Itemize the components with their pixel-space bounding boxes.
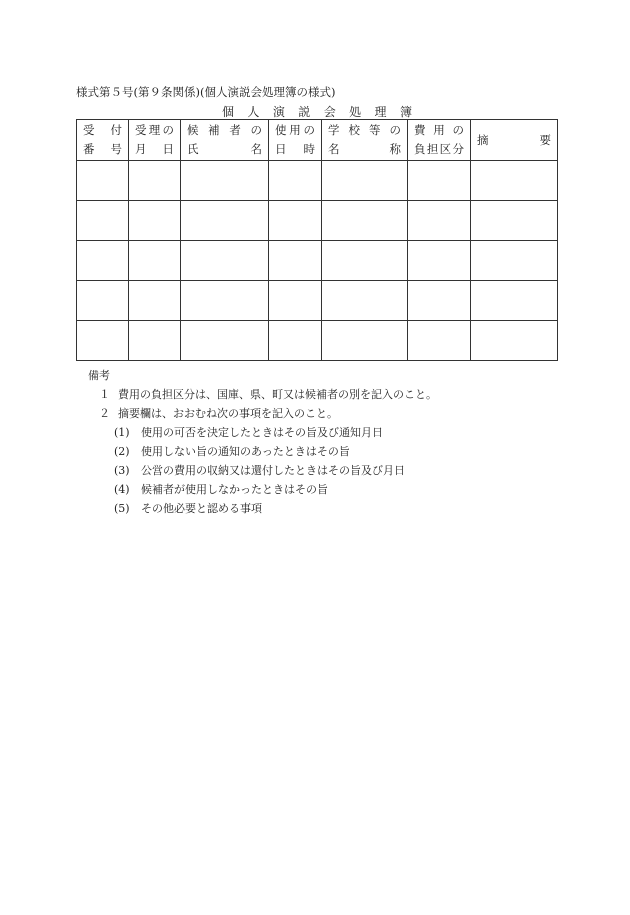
table-cell[interactable] — [471, 201, 558, 241]
sub-item-number: (2) — [114, 445, 130, 458]
table-cell[interactable] — [77, 321, 129, 361]
table-cell[interactable] — [322, 241, 408, 281]
note-item — [88, 404, 338, 423]
notes-section — [88, 366, 437, 518]
table-cell[interactable] — [181, 161, 269, 201]
sub-item-number: (3) — [114, 464, 130, 477]
header-line: 費用の — [414, 123, 464, 137]
table-cell[interactable] — [129, 201, 181, 241]
note-text: 摘要欄は、おおむね次の事項を記入のこと。 — [118, 407, 338, 420]
header-line: 氏名 — [187, 142, 262, 156]
sub-item-text: 使用しない旨の通知のあったときはその旨 — [141, 445, 350, 458]
header-line: 番号 — [83, 142, 122, 156]
header-acceptance-date — [129, 120, 181, 161]
header-usage-datetime — [269, 120, 322, 161]
header-line: 負担区分 — [414, 142, 464, 156]
table-cell[interactable] — [77, 161, 129, 201]
note-number: ２ — [99, 407, 110, 420]
header-cost-burden — [408, 120, 471, 161]
table-body — [77, 161, 558, 361]
table-cell[interactable] — [408, 161, 471, 201]
header-reception-number — [77, 120, 129, 161]
table-cell[interactable] — [408, 241, 471, 281]
notes-heading: 備考 — [88, 369, 110, 382]
header-line: 受付 — [83, 123, 122, 137]
header-school-name — [322, 120, 408, 161]
table-cell[interactable] — [269, 201, 322, 241]
header-line: 名称 — [328, 142, 401, 156]
table-cell[interactable] — [77, 201, 129, 241]
table-cell[interactable] — [181, 201, 269, 241]
note-item — [88, 385, 437, 404]
register-table — [76, 119, 558, 361]
table-cell[interactable] — [269, 241, 322, 281]
sub-item-number: (1) — [114, 426, 130, 439]
sub-item-number: (5) — [114, 502, 130, 515]
note-sub-item — [88, 461, 405, 480]
sub-item-text: その他必要と認める事項 — [141, 502, 262, 515]
header-line: 月日 — [135, 142, 174, 156]
table-cell[interactable] — [181, 321, 269, 361]
table-cell[interactable] — [471, 321, 558, 361]
header-candidate-name — [181, 120, 269, 161]
table-cell[interactable] — [322, 321, 408, 361]
table-cell[interactable] — [269, 321, 322, 361]
table-cell[interactable] — [322, 161, 408, 201]
table-cell[interactable] — [408, 321, 471, 361]
table-cell[interactable] — [269, 161, 322, 201]
table-row — [77, 241, 558, 281]
table-cell[interactable] — [471, 241, 558, 281]
note-number: １ — [99, 388, 110, 401]
document-title: 個人演説会処理簿 — [222, 105, 412, 119]
table-cell[interactable] — [181, 241, 269, 281]
table-cell[interactable] — [408, 281, 471, 321]
table-row — [77, 161, 558, 201]
table-cell[interactable] — [471, 161, 558, 201]
sub-item-number: (4) — [114, 483, 130, 496]
note-sub-item — [88, 423, 383, 442]
sub-item-text: 公営の費用の収納又は還付したときはその旨及び月日 — [141, 464, 405, 477]
table-row — [77, 321, 558, 361]
header-line: 受理の — [135, 123, 174, 137]
table-cell[interactable] — [471, 281, 558, 321]
table-row — [77, 201, 558, 241]
sub-item-text: 候補者が使用しなかったときはその旨 — [141, 483, 328, 496]
table-row — [77, 281, 558, 321]
header-line: 摘要 — [477, 132, 551, 147]
table-cell[interactable] — [129, 161, 181, 201]
table-cell[interactable] — [322, 201, 408, 241]
header-line: 学校等の — [328, 123, 401, 137]
table-cell[interactable] — [408, 201, 471, 241]
table-header-row — [77, 120, 558, 161]
table-cell[interactable] — [129, 321, 181, 361]
sub-item-text: 使用の可否を決定したときはその旨及び通知月日 — [141, 426, 383, 439]
note-sub-item — [88, 442, 350, 461]
note-sub-item — [88, 480, 328, 499]
note-text: 費用の負担区分は、国庫、県、町又は候補者の別を記入のこと。 — [118, 388, 437, 401]
table-cell[interactable] — [181, 281, 269, 321]
table-cell[interactable] — [269, 281, 322, 321]
table-cell[interactable] — [77, 281, 129, 321]
table-cell[interactable] — [77, 241, 129, 281]
table-cell[interactable] — [129, 281, 181, 321]
header-line: 使用の — [275, 123, 315, 137]
header-line: 日時 — [275, 142, 315, 156]
header-remarks — [471, 120, 558, 161]
table-cell[interactable] — [322, 281, 408, 321]
note-sub-item — [88, 499, 262, 518]
form-label: 様式第５号(第９条関係)(個人演説会処理簿の様式) — [76, 85, 336, 99]
header-line: 候補者の — [187, 123, 262, 137]
table-cell[interactable] — [129, 241, 181, 281]
